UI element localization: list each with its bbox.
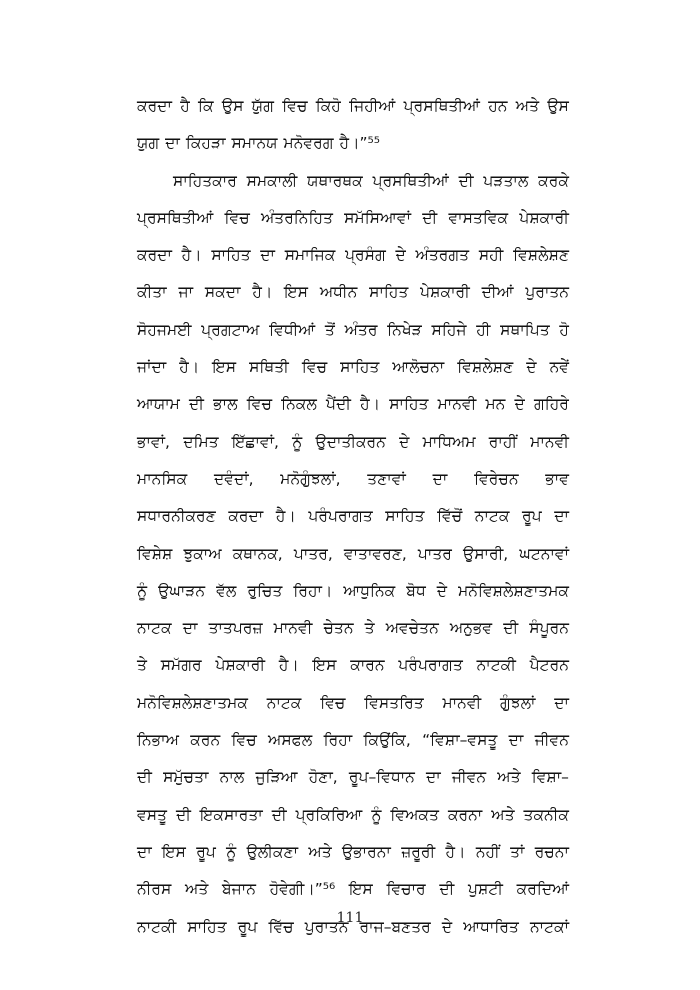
word: ਉਘਾੜਨ (158, 581, 206, 600)
word: ਜ਼ਰੂਰੀ (401, 842, 436, 861)
word: ਉਸਾਰੀ, (463, 544, 509, 563)
word: ਇਸ (348, 880, 373, 899)
word: ਹੈ (180, 97, 190, 115)
word: ਦਮਿਤ (183, 432, 219, 451)
word: ਰੂਪ (237, 917, 258, 936)
word: ਬੋਧ (406, 581, 426, 600)
word: ਇਸ (284, 283, 308, 302)
word: ਮਾਨਵੀ (442, 693, 482, 712)
word: ਦੀ (503, 619, 519, 638)
text-line (137, 424, 569, 461)
word: ਦਾ (554, 693, 569, 712)
text-line (137, 722, 569, 759)
word: ਰੂਪ–ਵਿਧਾਨ (348, 768, 415, 787)
word: ਦੀ (422, 208, 438, 227)
word: ਜਾ (178, 283, 194, 302)
word: ਹੈ। (445, 842, 466, 861)
word: ਉਭਾਰਨਾ (341, 842, 391, 861)
word: ਦਾ (426, 768, 441, 787)
word: ਵਿੱਚ (268, 917, 294, 936)
word: ਹੈ। (360, 395, 381, 414)
word: ਪਾਤਰ (417, 544, 452, 563)
word: ਵਿਸ਼ੇਸ਼ (137, 544, 173, 563)
word: ਹੈ। (252, 283, 273, 302)
word: ਵਿਚ (224, 208, 250, 227)
text-line (137, 759, 569, 796)
word: ਪੈਟਰਨ (529, 656, 569, 675)
word: ਜੁੜਿਆ (255, 768, 298, 787)
word: ਵਿਸ਼ਲੇਸ਼ਣ (513, 246, 569, 265)
word: ਵਸਤੂ (137, 805, 167, 824)
word: ਪੁਰਾਤਨ (525, 283, 569, 302)
word: ਮਾਧਿਅਮ (422, 432, 476, 451)
word: ਦੀ (189, 395, 204, 414)
word: ਨਵੇਂ (549, 358, 569, 377)
word: ਨਿਭਾਅ (137, 731, 179, 750)
word: ਮਨੋਵਿਸ਼ਲੇਸ਼ਣਾਤਮਕ (458, 581, 569, 600)
word: ਪੜਤਾਲ (483, 171, 529, 190)
word: ਦੇ (395, 246, 406, 265)
word: ਸਮਾਜਿਕ (284, 246, 336, 265)
word: ਸਮੱਗਰ (160, 656, 202, 675)
word: ਪੈਂਦੀ (325, 395, 351, 414)
word: ਤੋਂ (324, 320, 335, 339)
word: ਸਥਾਪਿਤ (500, 320, 550, 339)
word: ਸਾਹਿਤ (385, 507, 425, 526)
word: ਝੁਕਾਅ (183, 544, 222, 563)
text-line (137, 88, 569, 125)
word: ਸਾਹਿਤ (389, 395, 429, 414)
word: ਪਾਤਰ, (293, 544, 333, 563)
word: ਨੀਰਸ (137, 880, 172, 899)
word: ਕਾਰਨ (350, 656, 385, 675)
word: ਸਾਹਿਤਕਾਰ (173, 171, 237, 190)
word: ਆਯਾਮ (137, 395, 180, 414)
word: ਦੇ (399, 432, 410, 451)
text-line (137, 573, 569, 610)
word: ਨੂੰ (371, 805, 382, 824)
word: ਅਨੁਭਵ (449, 619, 493, 638)
word: ਸਹੀ (478, 246, 504, 265)
text-line (137, 312, 569, 349)
word: ਮਨੋਵਿਸ਼ਲੇਸ਼ਣਾਤਮਕ (137, 693, 248, 712)
word: ਨਾਟਕ (474, 507, 510, 526)
word: ਵਿਚ (301, 358, 328, 377)
word: ਤੇ (364, 619, 375, 638)
word: ਸਮੱਸਿਆਵਾਂ (344, 208, 411, 227)
word: ਜੀਵਨ (451, 768, 487, 787)
word: ਆਧੁਨਿਕ (343, 581, 396, 600)
text-line (137, 200, 569, 237)
word: ਪੁਸ਼ਟੀ (468, 880, 503, 899)
word: ਹੈ। (275, 507, 296, 526)
word: ਅਤੇ (497, 768, 521, 787)
word: ਗਹਿਰੇ (533, 395, 569, 414)
word: ਦਾ (432, 469, 448, 488)
text-line (137, 871, 569, 908)
word: ਪ੍ਰਸਥਿਤੀਆਂ (403, 97, 480, 115)
word: ਨਾਟਕੀ (137, 917, 177, 936)
word: ਉਲੀਕਣਾ (246, 842, 299, 861)
word: ਸਮਕਾਲੀ (246, 171, 298, 190)
word: ਪ੍ਰਕਿਰਿਆ (295, 805, 363, 824)
word: ਦੀ (175, 805, 191, 824)
word: ਸਥਿਤੀ (249, 358, 289, 377)
word: ਸਾਹਿਤ (369, 283, 409, 302)
word: ਇਸ (212, 358, 237, 377)
word: ਰਾਜ–ਬਣਤਰ (359, 917, 431, 936)
word: ਸਮਾਨਯ (231, 134, 278, 153)
word: ਵਿਚ (320, 693, 346, 712)
text-line (137, 386, 569, 423)
word: ਹੈ। (179, 358, 200, 377)
word: ਜਾਂਦਾ (137, 358, 167, 377)
word: ਬੇਜਾਨ (222, 880, 256, 899)
word: ਜਿਹੀਆਂ (349, 97, 396, 115)
word: ਪ੍ਰਸੰਗ (345, 246, 386, 265)
word: ਤਣਾਵਾਂ (367, 469, 406, 488)
word: ਉਦਾਤੀਕਰਨ (315, 432, 386, 451)
word: ਨੂੰ (137, 581, 148, 600)
word: ਕਰਦਾ (137, 246, 172, 265)
word: ਸਾਹਿਤ (211, 246, 251, 265)
text-line (137, 797, 569, 834)
word: ਹੋਵੇਗੀ।”⁵⁶ (269, 880, 336, 899)
word: ਦੇ (514, 395, 525, 414)
word: ਆਧਾਰਿਤ (463, 917, 519, 936)
word: ਰੁਚਿਤ (247, 581, 283, 600)
word: ਵਿਸਤਰਿਤ (364, 693, 424, 712)
word: ਭਾਵਾਂ, (137, 432, 170, 451)
word: ਤਾਤਪਰਜ਼ (208, 619, 263, 638)
word: ਚੇਤਨ (323, 619, 354, 638)
word: ਵਿਧੀਆਂ (269, 320, 316, 339)
word: ਦੀ (137, 768, 152, 787)
word: ਸਮੁੱਚਤਾ (163, 768, 209, 787)
word: ਹਨ (488, 97, 508, 115)
word: ਹੈ। (278, 656, 299, 675)
word: ਹੋ (559, 320, 569, 339)
text-line (137, 685, 569, 722)
text-line (137, 163, 569, 200)
text-line (137, 461, 569, 498)
word: ਮਾਨਵੀ (437, 395, 477, 414)
word: ਕਰਦਾ (228, 507, 264, 526)
word: ਮਨ (485, 395, 506, 414)
word: ਘਟਨਾਵਾਂ (519, 544, 569, 563)
word: ਕੀਤਾ (137, 283, 167, 302)
word: ਦਾ (182, 619, 198, 638)
word: ਨਿਕਲ (281, 395, 317, 414)
word: ਯੁਗ (137, 134, 160, 153)
word: ਵਿਸ਼ਲੇਸ਼ਣ (457, 358, 514, 377)
word: ਦੀ (458, 171, 474, 190)
word: ਜੀਵਨ (534, 731, 569, 750)
word: ਕਰਕੇ (538, 171, 569, 190)
word: ਅੰਤਰਨਿਹਿਤ (260, 208, 333, 227)
word: ਦਾ (260, 246, 275, 265)
word: ਇੱਛਾਵਾਂ, (231, 432, 279, 451)
word: ਪਰੰਪਰਾਗਤ (398, 656, 463, 675)
word: ਯਥਾਰਥਕ (307, 171, 363, 190)
word: ਰਿਹਾ। (293, 581, 333, 600)
word: ਨਾਟਕ (137, 619, 172, 638)
word: ਵਿਚ (246, 395, 272, 414)
word: ਨਾਟਕਾਂ (529, 917, 569, 936)
word: ਉਸ (547, 97, 569, 115)
word: ਵਿਸ਼ਾ– (531, 768, 569, 787)
word: ਮਾਨਵੀ (530, 432, 569, 451)
word: ਕਿ (198, 97, 214, 115)
word: ਕਰਦਾ (137, 97, 172, 115)
word: ਆਲੋਚਨਾ (392, 358, 445, 377)
text-line (137, 349, 569, 386)
word: ਨੂੰ (292, 432, 303, 451)
word: “ਵਿਸ਼ਾ–ਵਸਤੂ (422, 731, 498, 750)
word: ਮਾਨਸਿਕ (137, 469, 188, 488)
word: ਦੇ (441, 917, 453, 936)
word: ਪੇਸ਼ਕਾਰੀ (519, 208, 569, 227)
word: ਸਧਾਰਨੀਕਰਣ (137, 507, 216, 526)
word: ਵਿਚ (231, 731, 257, 750)
word: ਭਾਲ (213, 395, 238, 414)
word: ਰਿਹਾ (323, 731, 353, 750)
word: ਰੂਪ (522, 507, 542, 526)
word: ਮਨੋਵਰਗ (283, 134, 334, 153)
text-line (137, 610, 569, 647)
text-line (137, 536, 569, 573)
word: ਰੂਪ (196, 842, 216, 861)
text-line (137, 125, 569, 162)
word: ਕਿਹੜਾ (185, 134, 226, 153)
word: ਇਸ (312, 656, 337, 675)
word: ਸੰਪੂਰਨ (529, 619, 569, 638)
word: ਅਧੀਨ (319, 283, 358, 302)
word: ਪ੍ਰਗਟਾਅ (201, 320, 260, 339)
word: ਪੇਸ਼ਕਾਰੀ (420, 283, 470, 302)
word: ਕਿਹੋ (315, 97, 341, 115)
word: ਸਾਹਿਤ (187, 917, 227, 936)
word: ਇਕਸਾਰਤਾ (199, 805, 263, 824)
text-line (137, 834, 569, 871)
word: ਗੁੰਝਲਾਂ (500, 693, 536, 712)
word: ਨਹੀਂ (475, 842, 500, 861)
word: ਨਾਟਕ (266, 693, 302, 712)
word: ਸਕਦਾ (204, 283, 241, 302)
word: ਤੇ (137, 656, 147, 675)
word: ਯੁੱਗ (251, 97, 274, 115)
word: ਸਹਿਜੇ (431, 320, 467, 339)
word: ਦੇ (526, 358, 537, 377)
word: ਦੀ (439, 880, 455, 899)
word: ਭਾਵ (545, 469, 569, 488)
word: ਦੀਆਂ (481, 283, 514, 302)
word: ਨਾਲ (219, 768, 245, 787)
word: ਨਿਖੇੜ (387, 320, 422, 339)
word: ਵੱਲ (216, 581, 237, 600)
word: ਵਾਤਾਵਰਣ, (343, 544, 407, 563)
word: ਤਾਂ (510, 842, 525, 861)
word: ਕਰਨ (190, 731, 221, 750)
word: ਇਸ (162, 842, 186, 861)
word: ਪ੍ਰਸਥਿਤੀਆਂ (372, 171, 449, 190)
page-number: 111 (336, 910, 364, 926)
word: ਦੇ (436, 581, 448, 600)
text-line (137, 274, 569, 311)
word: ਵਿਅਕਤ (390, 805, 439, 824)
word: ਵਾਸਤਵਿਕ (448, 208, 509, 227)
word: ਹੈ।”⁵⁵ (339, 134, 380, 153)
word: ਅਤੇ (308, 842, 332, 861)
word: ਅਤੇ (515, 97, 540, 115)
word: ਕਰਨਾ (447, 805, 483, 824)
word: ਸਾਹਿਤ (340, 358, 380, 377)
text-line (137, 647, 569, 684)
word: ਦਾ (137, 842, 152, 861)
word: ਦਾ (165, 134, 180, 153)
word: ਵਿੱਚੋਂ (437, 507, 463, 526)
word: ਕਰਦਿਆਂ (516, 880, 569, 899)
word: ਵਿਚਾਰ (386, 880, 426, 899)
word: ਦਵੰਦਾਂ, (213, 469, 254, 488)
word: ਮਨੋਗੁੰਝਲਾਂ, (280, 469, 341, 488)
word: ਅਸਫਲ (268, 731, 313, 750)
word: ਅਤੇ (185, 880, 209, 899)
word: ਤਕਨੀਕ (523, 805, 569, 824)
word: ਕਥਾਨਕ, (232, 544, 283, 563)
word: ਦਾ (554, 507, 569, 526)
word: ਕਿਉਂਕਿ, (363, 731, 411, 750)
word: ਅਤੇ (491, 805, 515, 824)
word: ਨਾਟਕੀ (476, 656, 516, 675)
word: ਸੋਹਜਮਈ (137, 320, 192, 339)
word: ਹੀ (476, 320, 491, 339)
word: ਅਵਚੇਤਨ (385, 619, 439, 638)
word: ਦਾ (508, 731, 524, 750)
word: ਪ੍ਰਸਥਿਤੀਆਂ (137, 208, 214, 227)
word: ਨੂੰ (226, 842, 237, 861)
word: ਹੈ। (181, 246, 202, 265)
word: ਪੁਰਾਤਨ (304, 917, 349, 936)
word: ਅੰਤਰਗਤ (415, 246, 470, 265)
word: ਅੰਤਰ (344, 320, 378, 339)
word: ਰਾਹੀਂ (488, 432, 518, 451)
text-line (137, 498, 569, 535)
word: ਹੋਣਾ, (308, 768, 338, 787)
body-text (137, 88, 569, 946)
word: ਦੀ (271, 805, 287, 824)
word: ਮਾਨਵੀ (273, 619, 313, 638)
word: ਪੇਸ਼ਕਾਰੀ (215, 656, 266, 675)
word: ਪਰੰਪਰਾਗਤ (308, 507, 373, 526)
word: ਵਿਚ (282, 97, 308, 115)
word: ਵਿਰੇਚਨ (474, 469, 519, 488)
word: ਰਚਨਾ (534, 842, 569, 861)
word: ਉਸ (221, 97, 244, 115)
text-line (137, 237, 569, 274)
